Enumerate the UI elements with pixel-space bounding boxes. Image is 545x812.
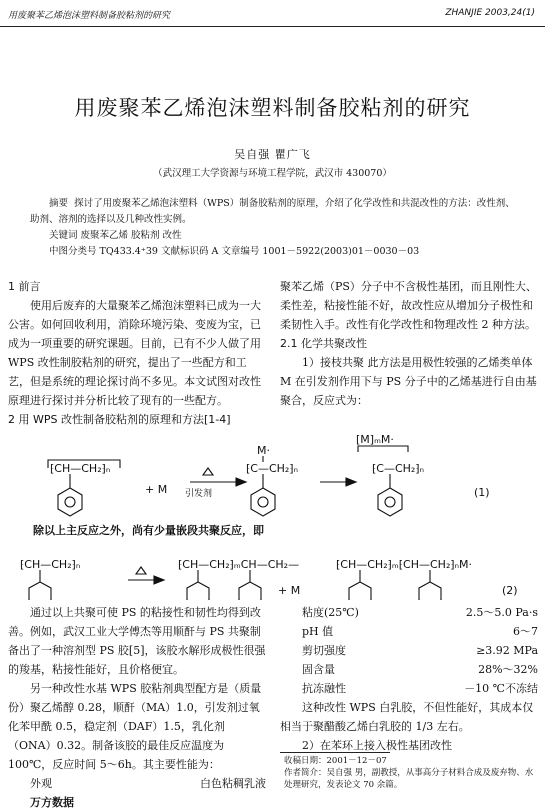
benzene-ring-2 bbox=[251, 488, 275, 516]
running-header-left: 用废聚苯乙烯泡沫塑料制备胶粘剂的研究 bbox=[8, 11, 171, 21]
benzene-ring-4 bbox=[29, 582, 51, 600]
section-2-1-heading: 2.1 化学共聚改性 bbox=[280, 337, 367, 350]
section-1-paragraph: 使用后废弃的大量聚苯乙烯泡沫塑料已成为一大公害。如何回收利用，消除环境污染、变废为宝，已成为一项重要的研究课题。目前，已有不少人做了用 WPS 改性制胶粘剂的研究，提出了一些配方和工艺，但是系统的理论探讨尚不多见。本文试图对改性原理进行探讨并分析比较了现有的一些配方。 bbox=[8, 299, 261, 407]
radical-m-1: M· bbox=[257, 444, 270, 457]
property-row bbox=[280, 641, 538, 660]
property-row bbox=[280, 622, 538, 641]
section-2-heading: 2 用 WPS 改性制备胶粘剂的原理和方法[1-4] bbox=[8, 413, 231, 426]
abstract-label: 摘要 bbox=[49, 198, 69, 209]
property-value: 6～7 bbox=[513, 625, 538, 638]
footnote-rule bbox=[280, 752, 390, 753]
svg-text:⁅CH—CH₂⁆ₘCH—CH₂—: ⁅CH—CH₂⁆ₘCH—CH₂— bbox=[178, 558, 300, 571]
benzene-ring-6 bbox=[239, 582, 261, 600]
plus-sign-2: + M bbox=[278, 584, 301, 597]
benzene-ring-8 bbox=[419, 582, 441, 600]
benzene-ring-5 bbox=[187, 582, 209, 600]
equation-2-number: (2) bbox=[502, 584, 518, 597]
property-label: 外观 bbox=[30, 777, 52, 790]
property-row bbox=[280, 603, 538, 622]
property-label: pH 值 bbox=[302, 625, 334, 638]
running-header-right: ZHANJIE 2003,24(1) bbox=[445, 8, 535, 18]
initiator-label: 引发剂 bbox=[185, 489, 213, 499]
affiliation: （武汉理工大学资源与环境工程学院，武汉市 430070） bbox=[153, 168, 392, 179]
property-label: 粘度(25℃) bbox=[302, 606, 359, 619]
property-value: 28%～32% bbox=[478, 663, 538, 676]
heat-triangle-1 bbox=[203, 468, 213, 475]
plus-sign-1: + M bbox=[145, 483, 168, 496]
abstract bbox=[30, 196, 520, 260]
scheme-note: 除以上主反应之外，尚有少量嵌段共聚反应，即 bbox=[33, 524, 264, 537]
svg-text:⁅C—CH₂⁆ₙ: ⁅C—CH₂⁆ₙ bbox=[246, 462, 299, 475]
property-appearance bbox=[8, 774, 266, 793]
authors: 吴自强 瞿广飞 bbox=[234, 148, 311, 161]
property-value: 2.5～5.0 Pa·s bbox=[465, 606, 538, 619]
section-1-heading: 1 前言 bbox=[8, 280, 41, 293]
left-column-top bbox=[8, 277, 266, 429]
bottom-left-paragraph-1: 通过以上共聚可使 PS 的粘接性和韧性均得到改善。例如，武汉工业大学傅杰等用顺酐与 PS 共聚制备出了一种溶剂型 PS 胶[5]，该胶水解形成极性很强的羧基，粘接性能好，且价格便宜。 bbox=[8, 606, 266, 676]
property-row bbox=[280, 660, 538, 679]
left-column-bottom bbox=[8, 603, 266, 812]
abstract-text: 探讨了用废聚苯乙烯泡沫塑料（WPS）制备胶粘剂的原理，介绍了化学改性和共混改性的方法：改性剂、助剂、溶剂的选择以及几种改性实例。 bbox=[30, 198, 515, 225]
bottom-left-paragraph-2: 另一种改性水基 WPS 胶粘剂典型配方是（质量份）聚乙烯醇 0.28，顺酐（MA）1.0，引发剂过氧化苯甲酰 0.5，稳定剂（DAF）1.5，乳化剂（ONA）0.32。制备该胶的最佳反应温度为 100℃，反应时间 5～6h。其主要性能为： bbox=[8, 682, 262, 771]
property-value: 白色粘稠乳液 bbox=[200, 777, 266, 790]
footnote bbox=[284, 755, 538, 791]
benzene-ring-3 bbox=[378, 488, 402, 516]
svg-text:⁅C—CH₂⁆ₙ: ⁅C—CH₂⁆ₙ bbox=[372, 462, 425, 475]
repeat-unit-1: ⁅CH—CH₂⁆ₙ bbox=[50, 462, 111, 475]
right-column-top bbox=[280, 277, 538, 410]
paper-title: 用废聚苯乙烯泡沫塑料制备胶粘剂的研究 bbox=[74, 96, 471, 120]
equation-1-number: (1) bbox=[474, 486, 490, 499]
bottom-right-paragraph-1: 这种改性 WPS 白乳胶，不但性能好，其成本仅相当于聚醋酸乙烯白乳胶的 1/3 左右。 bbox=[280, 701, 534, 733]
benzene-ring-1 bbox=[58, 488, 82, 516]
property-value: ≥3.92 MPa bbox=[476, 644, 538, 657]
benzene-ring-7 bbox=[349, 582, 371, 600]
property-value: －10 ℃不冻结 bbox=[464, 682, 538, 695]
property-label: 剪切强度 bbox=[302, 644, 346, 657]
property-label: 固含量 bbox=[302, 663, 335, 676]
right-paragraph-2: 1）接枝共聚 此方法是用极性较强的乙烯类单体 M 在引发剂作用下与 PS 分子中的乙烯基进行自由基聚合，反应式为： bbox=[280, 356, 537, 407]
received-date: 收稿日期：2001－12－07 bbox=[284, 756, 387, 766]
bottom-right-paragraph-2: 2）在苯环上接入极性基团改性 bbox=[302, 739, 452, 752]
header-rule bbox=[0, 26, 545, 27]
heat-triangle-2 bbox=[136, 567, 146, 574]
properties-list bbox=[280, 603, 538, 698]
graft-unit: [M]ₘM· bbox=[356, 433, 394, 446]
keywords: 关键词 废聚苯乙烯 胶粘剂 改性 bbox=[49, 230, 182, 241]
right-paragraph-1: 聚苯乙烯（PS）分子中不含极性基团，而且刚性大、柔性差，粘接性能不好，故改性应从增加分子极性和柔韧性入手。改性有化学改性和物理改性 2 种方法。 bbox=[280, 280, 537, 331]
svg-text:⁅CH—CH₂⁆ₘ⁅CH—CH₂⁆ₙM·: ⁅CH—CH₂⁆ₘ⁅CH—CH₂⁆ₙM· bbox=[336, 558, 473, 571]
right-column-bottom bbox=[280, 603, 538, 755]
watermark-text: 万方数据 bbox=[30, 796, 74, 809]
author-bio: 作者简介：吴自强 男，副教授，从事高分子材料合成及废弃物、水处理研究，发表论文 70 余篇。 bbox=[284, 768, 534, 790]
svg-text:⁅CH—CH₂⁆ₙ: ⁅CH—CH₂⁆ₙ bbox=[20, 558, 81, 571]
classification: 中图分类号 TQ433.4⁺39 文献标识码 A 文章编号 1001－5922(2003)01－0030－03 bbox=[49, 246, 420, 257]
reaction-scheme bbox=[0, 430, 545, 600]
property-label: 抗冻融性 bbox=[302, 682, 346, 695]
property-row bbox=[280, 679, 538, 698]
